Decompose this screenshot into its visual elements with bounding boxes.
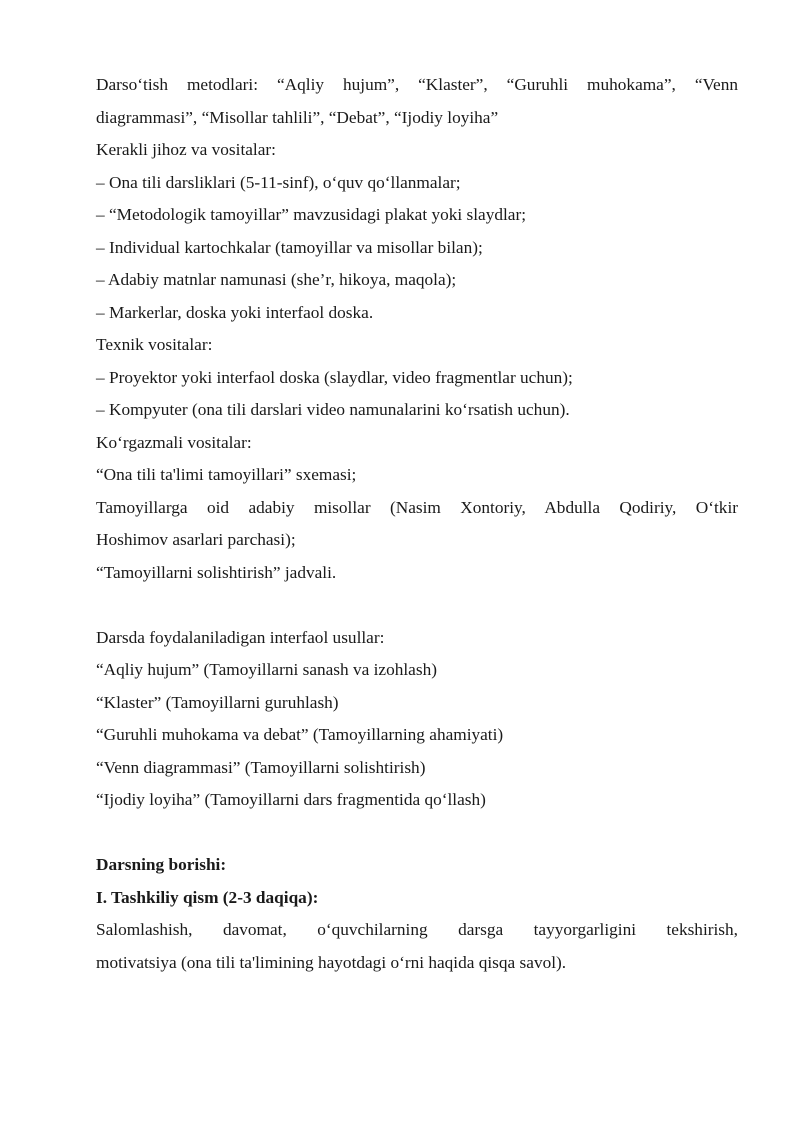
blank-line <box>96 589 738 622</box>
equipment-item: – Individual kartochkalar (tamoyillar va misollar bilan); <box>96 237 483 257</box>
section-paragraph-line: motivatsiya (ona tili ta'limining hayotdagi o‘rni haqida qisqa savol). <box>96 952 567 972</box>
visual-aid-item: “Tamoyillarni solishtirish” jadvali. <box>96 562 337 582</box>
methods-line-1: Darso‘tish metodlari: “Aqliy hujum”, “Klaster”, “Guruhli muhokama”, “Venn <box>96 75 738 94</box>
section-paragraph-line: Salomlashish, davomat, o‘quvchilarning darsga tayyorgarligini tekshirish, <box>96 920 738 939</box>
technical-item: – Proyektor yoki interfaol doska (slaydlar, video fragmentlar uchun); <box>96 367 573 387</box>
equipment-item: – “Metodologik tamoyillar” mavzusidagi plakat yoki slaydlar; <box>96 205 527 224</box>
visual-aid-item: “Ona tili ta'limi tamoyillari” sxemasi; <box>96 465 357 484</box>
interactive-methods-heading: Darsda foydalaniladigan interfaol usullar: <box>96 627 385 647</box>
methods-line-2: diagrammasi”, “Misollar tahlili”, “Debat”, “Ijodiy loyiha” <box>96 107 499 127</box>
section-heading: I. Tashkiliy qism (2-3 daqiqa): <box>96 887 319 907</box>
technical-item: – Kompyuter (ona tili darslari video namunalarini ko‘rsatish uchun). <box>96 400 570 419</box>
visual-aids-heading: Ko‘rgazmali vositalar: <box>96 432 252 452</box>
interactive-method-item: “Klaster” (Tamoyillarni guruhlash) <box>96 692 339 712</box>
visual-aid-item: Tamoyillarga oid adabiy misollar (Nasim Xontoriy, Abdulla Qodiriy, O‘tkir <box>96 497 738 517</box>
visual-aid-item-continued: Hoshimov asarlari parchasi); <box>96 530 296 549</box>
equipment-item: – Markerlar, doska yoki interfaol doska. <box>96 302 374 322</box>
interactive-method-item: “Aqliy hujum” (Tamoyillarni sanash va izohlash) <box>96 660 437 679</box>
interactive-method-item: “Guruhli muhokama va debat” (Tamoyillarning ahamiyati) <box>96 725 504 744</box>
equipment-heading: Kerakli jihoz va vositalar: <box>96 140 276 159</box>
technical-heading: Texnik vositalar: <box>96 335 213 354</box>
interactive-method-item: “Venn diagrammasi” (Tamoyillarni solishtirish) <box>96 757 426 777</box>
lesson-progress-heading: Darsning borishi: <box>96 855 227 874</box>
equipment-item: – Ona tili darsliklari (5-11-sinf), o‘quv qo‘llanmalar; <box>96 172 461 192</box>
blank-line <box>96 817 738 850</box>
equipment-item: – Adabiy matnlar namunasi (she’r, hikoya, maqola); <box>96 270 457 289</box>
interactive-method-item: “Ijodiy loyiha” (Tamoyillarni dars fragmentida qo‘llash) <box>96 790 486 809</box>
